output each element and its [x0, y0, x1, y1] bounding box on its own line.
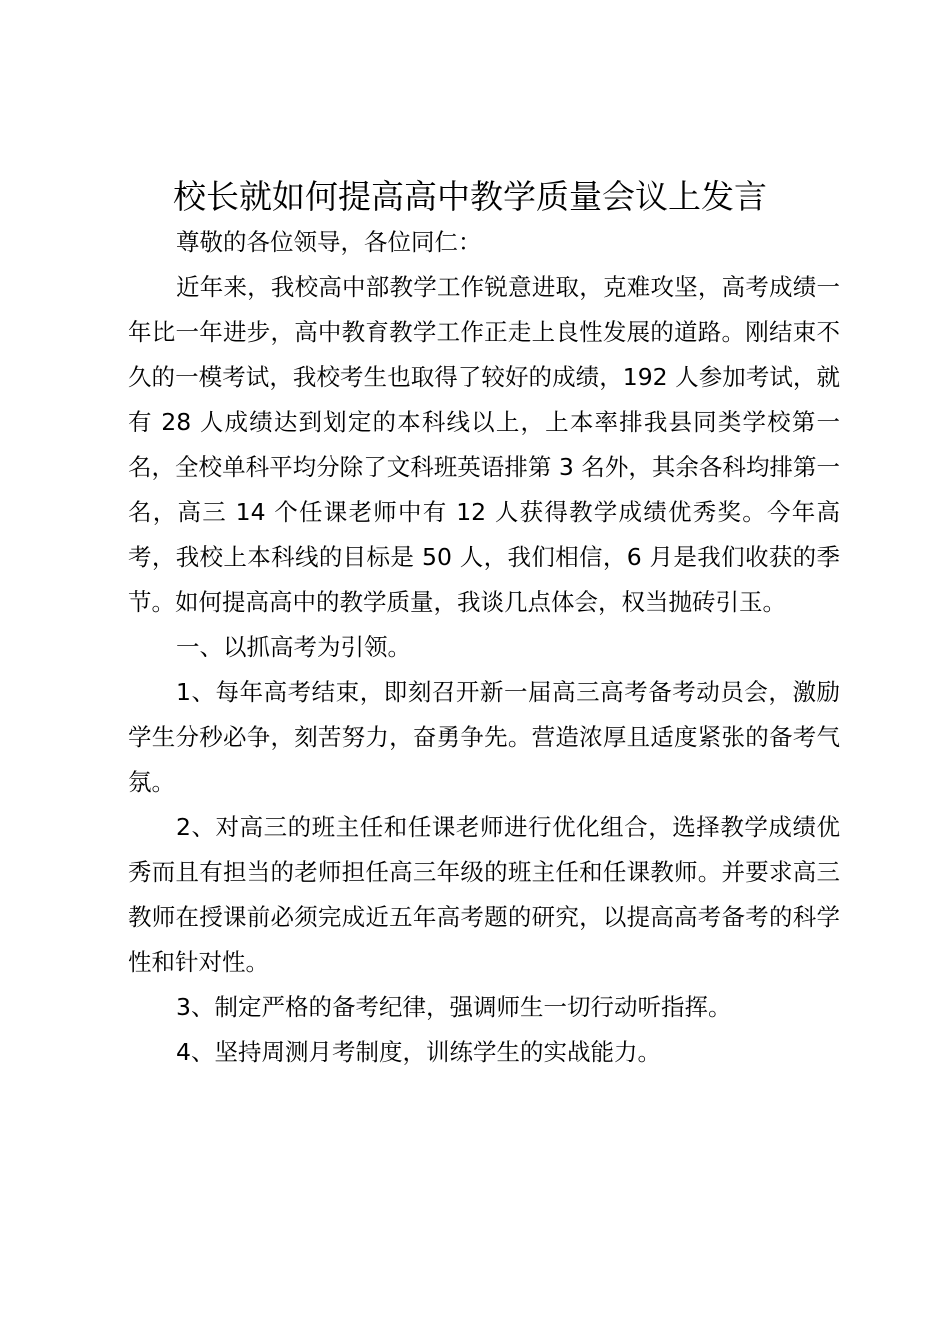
document-page	[128, 172, 840, 1075]
list-item-1: 1、每年高考结束，即刻召开新一届高三高考备考动员会，激励学生分秒必争，刻苦努力，奋勇争先。营造浓厚且适度紧张的备考气氛。	[128, 678, 840, 796]
list-item-3: 3、制定严格的备考纪律，强调师生一切行动听指挥。	[176, 993, 732, 1021]
paragraph-intro: 近年来，我校高中部教学工作锐意进取，克难攻坚，高考成绩一年比一年进步，高中教育教学工作正走上良性发展的道路。刚结束不久的一模考试，我校考生也取得了较好的成绩，192 人参加考试，就有 28 人成绩达到划定的本科线以上，上本率排我县同类学校第一名，全校单科平均分除了文科班英语排第 3 名外，其余各科均排第一名，高三 14 个任课老师中有 12 人获得教学成绩优秀奖。今年高考，我校上本科线的目标是 50 人，我们相信，6 月是我们收获的季节。如何提高高中的教学质量，我谈几点体会，权当抛砖引玉。	[128, 273, 840, 616]
document-title: 校长就如何提高高中教学质量会议上发言	[173, 177, 767, 216]
section-heading-1: 一、以抓高考为引领。	[176, 633, 411, 661]
salutation: 尊敬的各位领导，各位同仁：	[176, 228, 482, 256]
list-item-2: 2、对高三的班主任和任课老师进行优化组合，选择教学成绩优秀而且有担当的老师担任高三年级的班主任和任课教师。并要求高三教师在授课前必须完成近五年高考题的研究，以提高高考备考的科学性和针对性。	[128, 813, 840, 976]
list-item-4: 4、坚持周测月考制度，训练学生的实战能力。	[176, 1038, 661, 1066]
